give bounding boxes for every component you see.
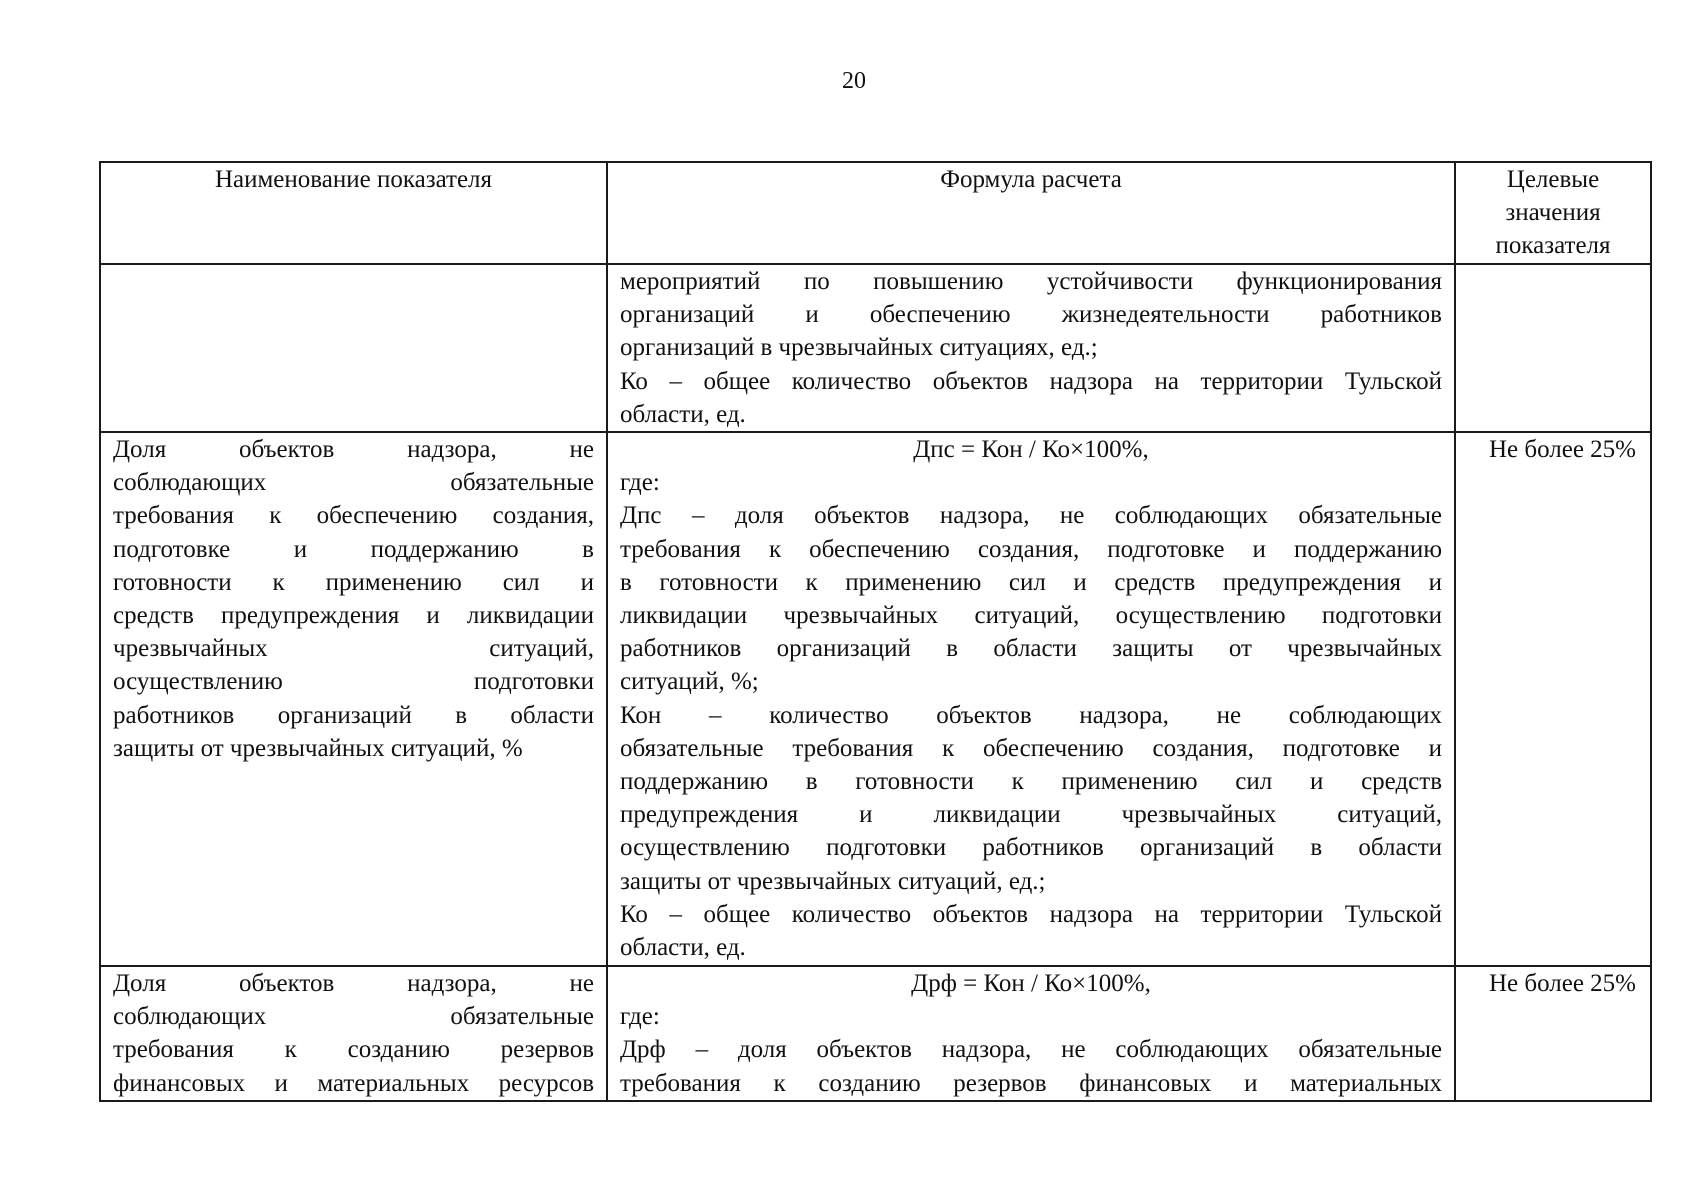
table-header-row	[100, 162, 1651, 264]
header-indicator-name: Наименование показателя	[100, 162, 607, 264]
indicator-name-cell	[100, 264, 607, 432]
header-target-line: значения	[1505, 199, 1601, 226]
formula-line: работников организаций в области защиты от чрезвычайных	[620, 635, 1442, 663]
target-value-cell	[1455, 432, 1651, 966]
indicator-name-line: финансовых и материальных ресурсов	[113, 1069, 594, 1097]
page-number: 20	[842, 68, 866, 94]
indicator-name-line: защиты от чрезвычайных ситуаций, %	[113, 734, 523, 762]
header-target-values	[1455, 162, 1651, 264]
formula-line: обязательные требования к обеспечению создания, подготовке и	[620, 734, 1442, 762]
formula-line: Ко – общее количество объектов надзора на территории Тульской	[620, 900, 1442, 928]
formula-line: мероприятий по повышению устойчивости функционирования	[620, 268, 1442, 295]
formula-line: требования к обеспечению создания, подготовке и поддержанию	[620, 535, 1442, 563]
indicator-name-line: Доля объектов надзора, не	[113, 436, 594, 464]
formula-line: ситуаций, %;	[620, 668, 759, 696]
formula-line: где:	[620, 469, 660, 497]
header-target-line: Целевые	[1506, 166, 1600, 193]
indicator-name-line: Доля объектов надзора, не	[113, 970, 594, 998]
indicator-name-line: работников организаций в области	[113, 701, 594, 729]
indicator-name-line: готовности к применению сил и	[113, 568, 594, 596]
formula-line: поддержанию в готовности к применению сил и средств	[620, 768, 1442, 796]
indicator-name-line: требования к обеспечению создания,	[113, 502, 594, 530]
indicator-name-cell	[100, 432, 607, 966]
formula-line: осуществлению подготовки работников организаций в области	[620, 834, 1442, 862]
formula-line: ликвидации чрезвычайных ситуаций, осуществлению подготовки	[620, 602, 1442, 630]
formula-cell	[607, 432, 1455, 966]
indicators-table	[99, 161, 1652, 1102]
header-target-line: показателя	[1495, 232, 1611, 259]
indicator-name-line: соблюдающих обязательные	[113, 1003, 594, 1031]
formula-line: в готовности к применению сил и средств предупреждения и	[620, 568, 1442, 596]
formula-line: защиты от чрезвычайных ситуаций, ед.;	[620, 867, 1046, 895]
indicator-name-line: соблюдающих обязательные	[113, 469, 594, 497]
formula-line: требования к созданию резервов финансовых и материальных	[620, 1069, 1442, 1097]
formula-line: области, ед.	[620, 934, 746, 962]
formula-expression: Дрф = Кон / Ко×100%,	[911, 970, 1151, 998]
formula-line: организаций в чрезвычайных ситуациях, ед.;	[620, 334, 1098, 362]
formula-expression: Дпс = Кон / Ко×100%,	[913, 436, 1149, 464]
indicator-name-line: подготовке и поддержанию в	[113, 535, 594, 563]
table-row	[100, 966, 1651, 1101]
indicator-name-line: чрезвычайных ситуаций,	[113, 635, 594, 663]
target-value: Не более 25%	[1488, 970, 1636, 998]
target-value: Не более 25%	[1488, 436, 1636, 464]
formula-line: Кон – количество объектов надзора, не соблюдающих	[620, 701, 1442, 729]
target-value-cell	[1455, 264, 1651, 432]
formula-cell	[607, 264, 1455, 432]
indicator-name-cell	[100, 966, 607, 1101]
indicator-name-line: средств предупреждения и ликвидации	[113, 602, 594, 630]
formula-line: Дрф – доля объектов надзора, не соблюдающих обязательные	[620, 1036, 1442, 1064]
formula-line: Дпс – доля объектов надзора, не соблюдающих обязательные	[620, 502, 1442, 530]
formula-cell	[607, 966, 1455, 1101]
target-value-cell	[1455, 966, 1651, 1101]
indicator-name-line: требования к созданию резервов	[113, 1036, 594, 1064]
formula-line: Ко – общее количество объектов надзора на территории Тульской	[620, 367, 1442, 395]
formula-line: предупреждения и ликвидации чрезвычайных ситуаций,	[620, 801, 1442, 829]
header-formula: Формула расчета	[607, 162, 1455, 264]
formula-line: организаций и обеспечению жизнедеятельности работников	[620, 301, 1442, 329]
table-row	[100, 264, 1651, 432]
indicator-name-line: осуществлению подготовки	[113, 668, 594, 696]
formula-line: области, ед.	[620, 400, 746, 428]
table-row	[100, 432, 1651, 966]
formula-line: где:	[620, 1003, 660, 1031]
